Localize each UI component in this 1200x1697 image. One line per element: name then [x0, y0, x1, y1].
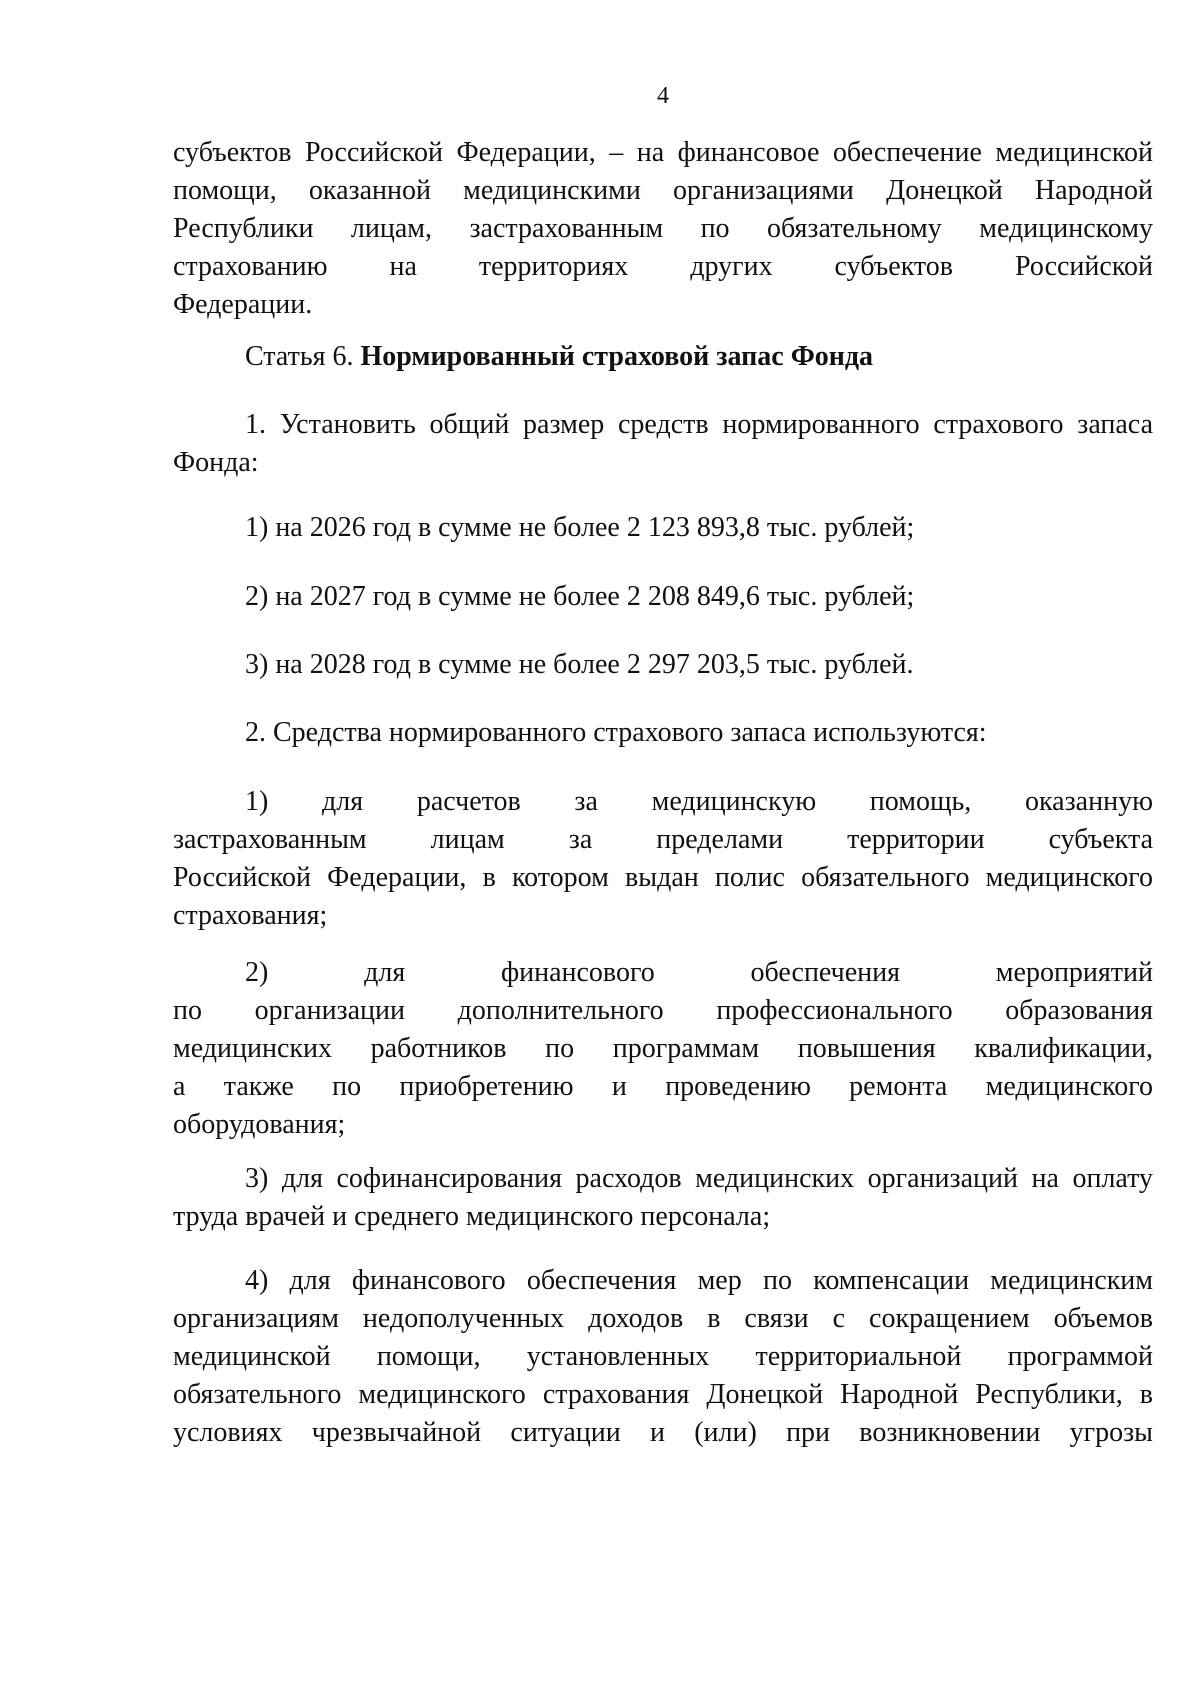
text-line: 1) для расчетов за медицинскую помощь, оказанную — [245, 786, 1153, 817]
use-item-1 — [173, 783, 1153, 935]
use-item-4 — [173, 1262, 1153, 1452]
text-line: Российской Федерации, в котором выдан полис обязательного медицинского — [173, 862, 1153, 893]
article-title: Нормированный страховой запас Фонда — [360, 341, 874, 372]
text-line: оборудования; — [173, 1109, 346, 1140]
text-line: медицинских работников по программам повышения квалификации, — [173, 1033, 1153, 1064]
text-line: обязательного медицинского страхования Донецкой Народной Республики, в — [173, 1379, 1153, 1410]
list-item — [173, 646, 1200, 684]
intro-paragraph — [173, 134, 1153, 324]
text-line: медицинской помощи, установленных территориальной программой — [173, 1341, 1153, 1372]
text-line: условиях чрезвычайной ситуации и (или) при возникновении угрозы — [173, 1417, 1153, 1448]
text-line: помощи, оказанной медицинскими организациями Донецкой Народной — [173, 175, 1153, 206]
text-line: Республики лицам, застрахованным по обязательному медицинскому — [173, 213, 1153, 244]
text-line: труда врачей и среднего медицинского персонала; — [173, 1201, 771, 1232]
page-number: 4 — [657, 83, 669, 109]
text-line: 2) для финансового обеспечения мероприятий — [245, 957, 1153, 988]
list-item-text: 3) на 2028 год в сумме не более 2 297 203,5 тыс. рублей. — [245, 649, 914, 680]
list-item — [173, 578, 1200, 616]
text-line: 2. Средства нормированного страхового запаса используются: — [245, 717, 987, 748]
text-line: а также по приобретению и проведению ремонта медицинского — [173, 1071, 1153, 1102]
text-line: застрахованным лицам за пределами территории субъекта — [173, 824, 1153, 855]
text-line: субъектов Российской Федерации, – на финансовое обеспечение медицинской — [173, 137, 1153, 168]
text-line: организациям недополученных доходов в связи с сокращением объемов — [173, 1303, 1153, 1334]
article-heading — [173, 338, 1200, 376]
list-item-text: 2) на 2027 год в сумме не более 2 208 849,6 тыс. рублей; — [245, 581, 915, 612]
text-line: 3) для софинансирования расходов медицинских организаций на оплату — [245, 1163, 1153, 1194]
use-item-2 — [173, 954, 1153, 1144]
text-line: Фонда: — [173, 447, 259, 478]
paragraph-1 — [173, 406, 1153, 482]
text-line: 1. Установить общий размер средств нормированного страхового запаса — [245, 409, 1153, 440]
text-line: страхования; — [173, 900, 328, 931]
text-line: 4) для финансового обеспечения мер по компенсации медицинским — [245, 1265, 1153, 1296]
list-item — [173, 509, 1200, 547]
text-line: Федерации. — [173, 289, 313, 320]
use-item-3 — [173, 1160, 1153, 1236]
text-line: по организации дополнительного профессионального образования — [173, 995, 1153, 1026]
article-prefix: Статья 6. — [245, 341, 354, 372]
paragraph-2 — [173, 714, 1200, 752]
list-item-text: 1) на 2026 год в сумме не более 2 123 893,8 тыс. рублей; — [245, 512, 915, 543]
text-line: страхованию на территориях других субъектов Российской — [173, 251, 1153, 282]
